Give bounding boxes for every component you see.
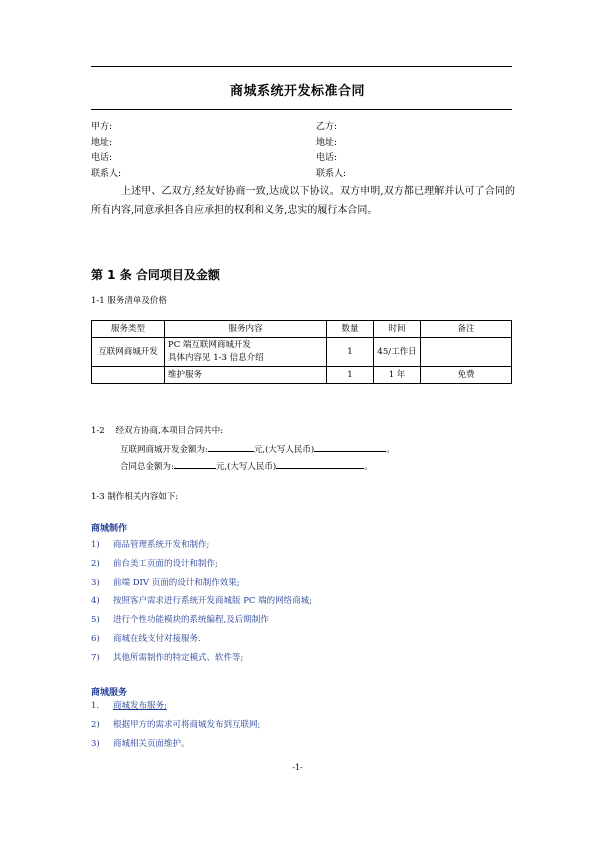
table-header-cell: 服务内容: [165, 321, 327, 338]
dev-amount-line: [120, 441, 395, 455]
title-rule: [91, 109, 512, 110]
dev-amount-caps-label: 元,(大写人民币): [253, 445, 315, 455]
section-1-2-heading: 1-2 经双方协商,本项目合同共中:: [91, 426, 224, 436]
table-cell-qty: 1: [327, 338, 374, 367]
table-cell-type: [92, 367, 165, 384]
section-1-1-heading: 1-1 服务清单及价格: [91, 296, 167, 306]
list-item: [91, 536, 312, 555]
party-a-contact-label: 联系人:: [91, 168, 122, 179]
list-item: [91, 611, 312, 630]
table-header-cell: 数量: [327, 321, 374, 338]
service-price-table: [91, 320, 512, 384]
list-item-number: 7): [91, 652, 100, 663]
total-amount-caps-label: 元,(大写人民币): [215, 462, 277, 472]
table-cell-time: 1 年: [374, 367, 421, 384]
party-b-contact-label: 联系人:: [316, 168, 347, 179]
list-item: [91, 555, 312, 574]
table-header-cell: 服务类型: [92, 321, 165, 338]
list-item: [91, 592, 312, 611]
mall-making-list: [91, 536, 312, 668]
list-item-text: 商城在线支付对接服务.: [113, 633, 201, 644]
mall-service-list: [91, 697, 260, 753]
list-item: [91, 716, 260, 735]
party-a-phone-label: 电话:: [91, 153, 113, 163]
total-amount-caps-field[interactable]: [276, 458, 364, 469]
list-item-text: 根据甲方的需求可将商城发布到互联网;: [113, 719, 261, 730]
list-item: [91, 735, 260, 754]
list-item-text: 进行个性功能模块的系统编程,及后期制作: [113, 615, 269, 626]
table-cell-content: PC 端互联网商城开发 具体内容见 1-3 信息介绍: [165, 338, 327, 367]
total-amount-period: 。: [364, 462, 373, 472]
list-item-text: 前台美工页面的设计和制作;: [113, 558, 218, 569]
party-b-address-label: 地址:: [316, 137, 338, 148]
list-item-number: 1.: [91, 701, 100, 711]
table-cell-note: 免费: [421, 367, 512, 384]
total-amount-line: [120, 458, 373, 472]
table-cell-time: 45/工作日: [374, 338, 421, 367]
party-b-phone-label: 电话:: [316, 153, 338, 163]
party-a-name-label: 甲方:: [91, 122, 113, 132]
list-item-text: 其他所需制作的特定模式、软件等;: [113, 652, 244, 663]
list-item-number: 6): [91, 633, 100, 644]
list-item: [91, 649, 312, 668]
dev-amount-period: 。: [386, 445, 395, 455]
section-1-3-heading: 1-3 制作相关内容如下:: [91, 492, 179, 502]
list-item-text: 商城发布服务;: [113, 701, 167, 711]
table-row: [92, 338, 512, 367]
dev-amount-field[interactable]: [208, 441, 254, 452]
table-header-row: [92, 321, 512, 338]
list-item: [91, 697, 260, 716]
list-item-number: 1): [91, 540, 100, 550]
table-cell-note: [421, 338, 512, 367]
party-a-block: [91, 120, 121, 182]
total-amount-label: 合同总金额为:: [120, 462, 174, 472]
list-item-text: 前端 DIV 页面的设计和制作效果;: [113, 577, 240, 588]
list-item-text: 商品管理系统开发和制作;: [113, 540, 210, 550]
dev-amount-caps-field[interactable]: [314, 441, 386, 452]
dev-amount-label: 互联网商城开发金额为:: [120, 445, 208, 455]
list-item-text: 商城相关页面维护。: [113, 738, 190, 749]
list-item-number: 5): [91, 615, 100, 626]
intro-paragraph: 上述甲、乙双方,经友好协商一致,达成以下协议。双方申明,双方都已理解并认可了合同的所有内容,同意承担各自应承担的权利和义务,忠实的履行本合同。: [91, 186, 515, 216]
party-b-block: [316, 120, 346, 182]
table-cell-qty: 1: [327, 367, 374, 384]
document-title: 商城系统开发标准合同: [229, 84, 365, 99]
list-item-number: 3): [91, 738, 100, 749]
mall-making-heading: 商城制作: [91, 524, 128, 534]
list-item-number: 2): [91, 558, 100, 569]
list-item-number: 2): [91, 719, 100, 730]
list-item-text: 按照客户需求进行系统开发商城版 PC 端的网络商城;: [113, 596, 312, 607]
mall-service-heading: 商城服务: [91, 688, 128, 698]
list-item: [91, 630, 312, 649]
top-rule: [91, 66, 512, 67]
party-b-name-label: 乙方:: [316, 122, 338, 132]
page-number: -1-: [292, 763, 303, 772]
list-item-number: 3): [91, 577, 100, 588]
list-item-number: 4): [91, 596, 100, 607]
table-cell-type: 互联网商城开发: [92, 338, 165, 367]
list-item: [91, 574, 312, 593]
table-header-cell: 时间: [374, 321, 421, 338]
table-header-cell: 备注: [421, 321, 512, 338]
total-amount-field[interactable]: [174, 458, 216, 469]
article-1-heading: 第 1 条 合同项目及金额: [91, 268, 220, 282]
table-cell-content: 维护服务: [165, 367, 327, 384]
party-a-address-label: 地址:: [91, 137, 113, 148]
table-row: [92, 367, 512, 384]
